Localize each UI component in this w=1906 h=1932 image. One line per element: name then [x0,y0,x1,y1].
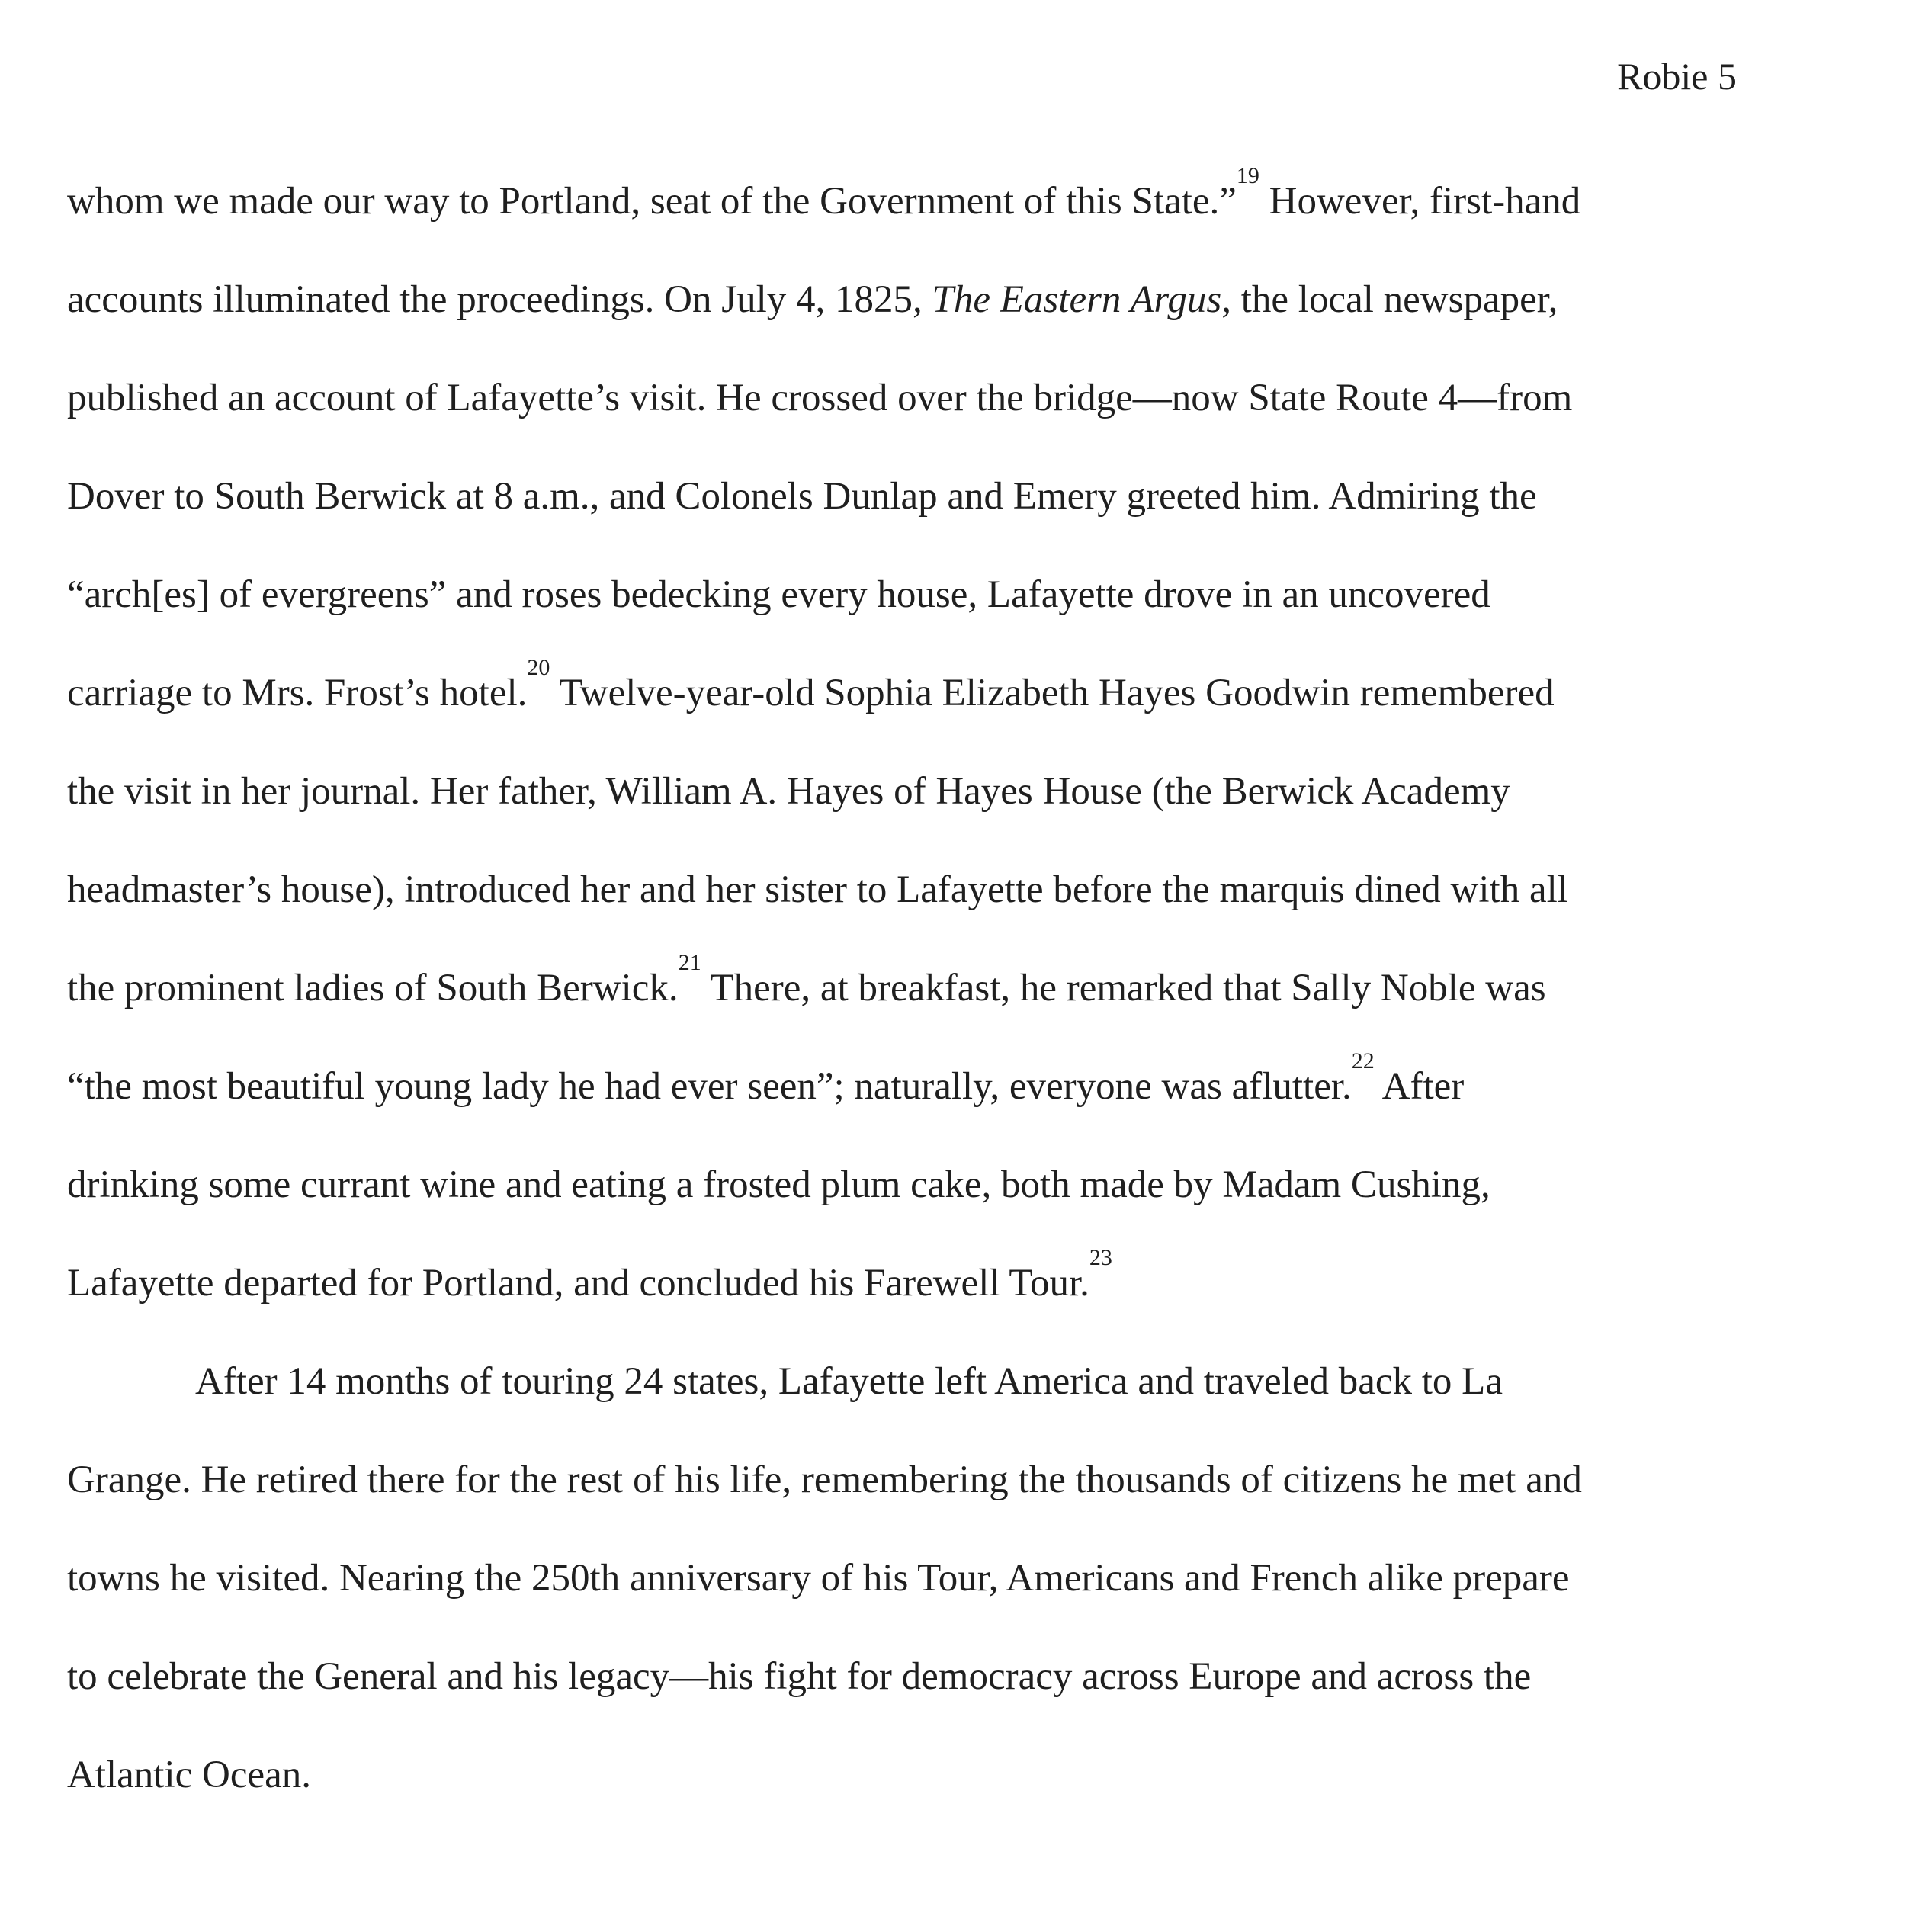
text-line: Grange. He retired there for the rest of his life, remembering the thousands of citizens he met and [67,1459,1582,1501]
text-line: “the most beautiful young lady he had ever seen”; naturally, everyone was aflutter.$^{22}$ After [67,1048,1465,1108]
text-line: published an account of Lafayette’s visit. He crossed over the bridge—now State Route 4—from [67,377,1573,419]
footnote-marker: 19 [1236,163,1259,188]
newspaper-title: The Eastern Argus [932,278,1222,321]
text-line: Dover to South Berwick at 8 a.m., and Colonels Dunlap and Emery greeted him. Admiring the [67,475,1537,518]
footnote-marker: 23 [1089,1245,1112,1270]
footnote-marker: 21 [678,950,701,975]
text-line: carriage to Mrs. Frost’s hotel.$^{20}$ Twelve-year-old Sophia Elizabeth Hayes Goodwin remembered [67,655,1555,714]
text-line: the visit in her journal. Her father, William A. Hayes of Hayes House (the Berwick Academy [67,770,1510,813]
text-line: drinking some currant wine and eating a frosted plum cake, both made by Madam Cushing, [67,1163,1490,1206]
footnote-marker: 20 [527,655,550,680]
text-line: towns he visited. Nearing the 250th anniversary of his Tour, Americans and French alike prepare [67,1557,1570,1600]
paragraph-2 [67,1351,1744,1843]
text-line: whom we made our way to Portland, seat of the Government of this State.”$^{19}$ However, first-hand [67,163,1581,223]
running-head: Robie 5 [1617,55,1737,98]
text-line: to celebrate the General and his legacy—his fight for democracy across Europe and across the [67,1655,1532,1698]
text-line: Atlantic Ocean. [67,1754,312,1796]
body-text [67,163,1744,1843]
text-line: the prominent ladies of South Berwick.$^{21}$ There, at breakfast, he remarked that Sally Noble was [67,950,1546,1009]
text-line: After 14 months of touring 24 states, Lafayette left America and traveled back to La [195,1360,1503,1403]
text-line: headmaster’s house), introduced her and her sister to Lafayette before the marquis dined with all [67,868,1568,911]
text-line: accounts illuminated the proceedings. On July 4, 1825, The Eastern Argus, the local newspaper, [67,278,1558,321]
footnote-marker: 22 [1351,1048,1375,1074]
text-line: Lafayette departed for Portland, and concluded his Farewell Tour.$^{23}$ [67,1245,1112,1305]
text-line: “arch[es] of evergreens” and roses bedecking every house, Lafayette drove in an uncovered [67,573,1490,616]
paragraph-1 [67,163,1744,1351]
